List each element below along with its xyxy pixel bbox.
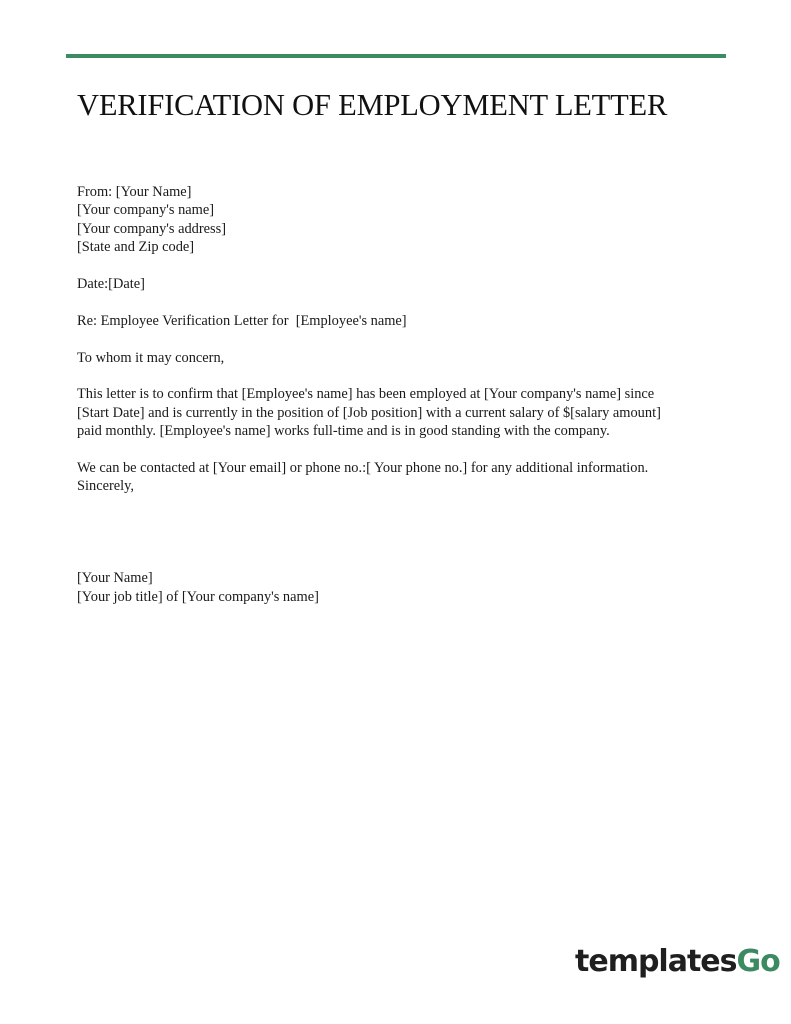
templatesgo-logo — [575, 942, 780, 982]
sender-from-line: From: [Your Name] — [77, 184, 192, 200]
subject-line: Re: Employee Verification Letter for [Employee's name] — [77, 312, 407, 329]
letter-title: VERIFICATION OF EMPLOYMENT LETTER — [77, 88, 668, 122]
signature-space — [77, 496, 737, 570]
contact-line: We can be contacted at [Your email] or phone no.:[ Your phone no.] for any additional information. — [77, 460, 649, 477]
body-paragraph-line: This letter is to confirm that [Employee's name] has been employed at [Your company's name] since — [77, 386, 655, 403]
body-paragraph-line: paid monthly. [Employee's name] works full-time and is in good standing with the company. — [77, 423, 610, 440]
spacer — [77, 330, 737, 348]
top-accent-rule — [66, 54, 726, 58]
logo-wordmark-main: templates — [575, 944, 737, 979]
salutation: To whom it may concern, — [77, 349, 225, 366]
spacer — [77, 293, 737, 311]
body-paragraph-line: [Start Date] and is currently in the position of [Job position] with a current salary of $[salary amount] — [77, 404, 661, 421]
signature-title-line: [Your job title] of [Your company's name] — [77, 588, 319, 605]
date-line: Date:[Date] — [77, 276, 145, 293]
spacer — [77, 257, 737, 275]
spacer — [77, 441, 737, 459]
logo-wordmark-accent: Go — [736, 944, 780, 979]
spacer — [77, 367, 737, 385]
sender-company-address: [Your company's address] — [77, 220, 227, 237]
closing: Sincerely, — [77, 478, 135, 495]
sender-company-name: [Your company's name] — [77, 202, 215, 219]
sender-state-zip: [State and Zip code] — [77, 239, 195, 256]
signature-name: [Your Name] — [77, 570, 153, 587]
letter-body — [77, 183, 737, 606]
